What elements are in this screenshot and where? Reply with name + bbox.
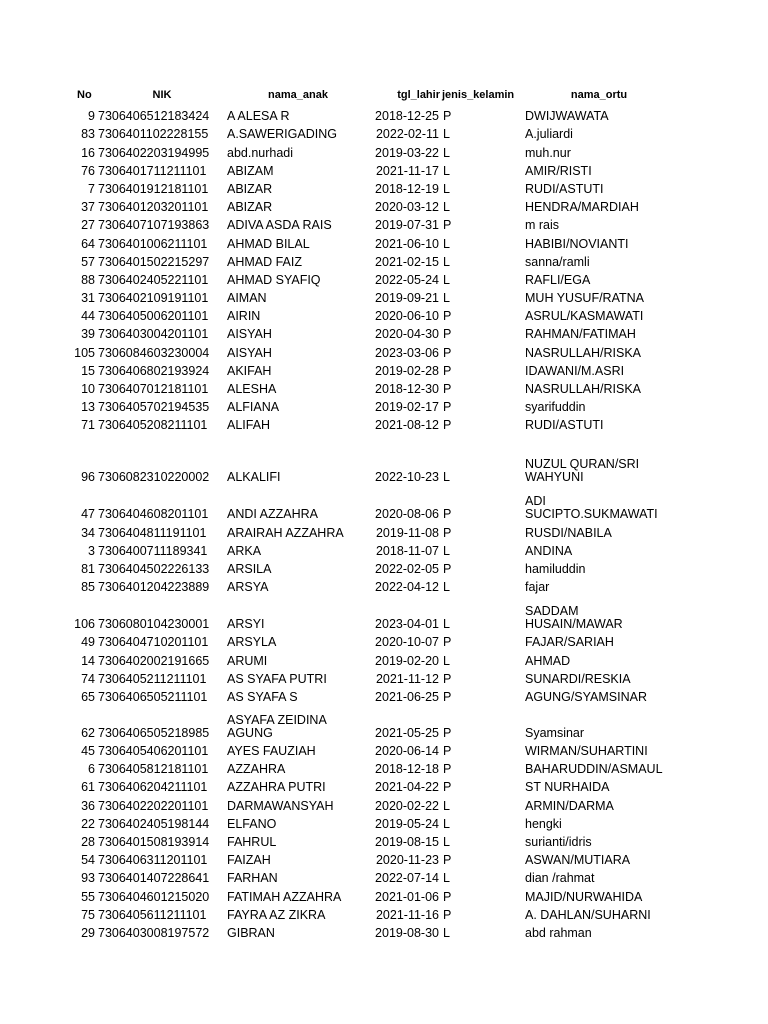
cell-jenis-kelamin: L bbox=[443, 127, 450, 142]
cell-nama-anak: A ALESA R bbox=[227, 109, 290, 124]
cell-nama-anak: FATIMAH AZZAHRA bbox=[227, 889, 342, 904]
cell-no: 27 bbox=[81, 218, 95, 233]
cell-tgl-lahir: 2022-02-11 bbox=[375, 127, 439, 142]
cell-nama-ortu: fajar bbox=[525, 580, 550, 595]
cell-tgl-lahir: 2023-04-01 bbox=[375, 617, 439, 632]
cell-nama-ortu: AMIR/RISTI bbox=[525, 163, 592, 178]
cell-nama-anak: FAIZAH bbox=[227, 853, 271, 868]
cell-jenis-kelamin: P bbox=[443, 400, 452, 415]
cell-jenis-kelamin: P bbox=[443, 671, 452, 686]
cell-nama-anak: AIRIN bbox=[227, 309, 261, 324]
cell-tgl-lahir: 2022-05-24 bbox=[375, 272, 439, 287]
cell-nama-anak: FAHRUL bbox=[227, 835, 277, 849]
cell-jenis-kelamin: P bbox=[443, 780, 452, 795]
table-row bbox=[58, 160, 674, 178]
cell-no: 75 bbox=[81, 907, 95, 922]
cell-no: 64 bbox=[81, 236, 95, 251]
cell-tgl-lahir: 2020-02-22 bbox=[375, 798, 439, 813]
cell-nik: 7306404811191101 bbox=[98, 525, 207, 540]
cell-nama-ortu: ST NURHAIDA bbox=[525, 780, 610, 795]
cell-nik: 7306405812181101 bbox=[98, 762, 209, 777]
cell-no: 6 bbox=[88, 762, 95, 777]
cell-nama-anak: FAYRA AZ ZIKRA bbox=[227, 907, 326, 922]
cell-tgl-lahir: 2018-12-25 bbox=[375, 109, 439, 124]
cell-nama-anak: AIMAN bbox=[227, 291, 267, 306]
table-row bbox=[58, 704, 674, 740]
cell-nama-ortu: ASWAN/MUTIARA bbox=[525, 853, 631, 868]
cell-nama-anak: AHMAD SYAFIQ bbox=[227, 272, 321, 287]
cell-nama-ortu: AHMAD bbox=[525, 653, 571, 668]
cell-nama-ortu: RAHMAN/FATIMAH bbox=[525, 327, 636, 342]
cell-no: 62 bbox=[81, 725, 95, 740]
cell-no: 83 bbox=[81, 127, 95, 142]
cell-nama-anak: A.SAWERIGADING bbox=[227, 127, 337, 142]
cell-nik: 7306402109191101 bbox=[98, 291, 209, 306]
cell-nama-ortu: SUNARDI/RESKIA bbox=[525, 671, 631, 686]
cell-jenis-kelamin: L bbox=[443, 871, 450, 886]
table-row bbox=[58, 885, 674, 903]
cell-no: 9 bbox=[88, 109, 95, 124]
cell-nik: 7306403004201101 bbox=[98, 327, 209, 342]
cell-jenis-kelamin: L bbox=[443, 200, 450, 215]
cell-jenis-kelamin: P bbox=[443, 345, 452, 360]
cell-no: 47 bbox=[81, 507, 95, 522]
cell-jenis-kelamin: P bbox=[443, 363, 452, 378]
table-row bbox=[58, 378, 674, 396]
cell-no: 105 bbox=[74, 345, 95, 360]
cell-no: 93 bbox=[81, 871, 95, 886]
table-row bbox=[58, 776, 674, 794]
cell-nama-ortu: AGUNG/SYAMSINAR bbox=[525, 689, 648, 704]
cell-nama-ortu: DWIJWAWATA bbox=[525, 109, 609, 124]
cell-no: 49 bbox=[81, 635, 95, 650]
cell-jenis-kelamin: P bbox=[443, 853, 452, 868]
cell-no: 57 bbox=[81, 254, 95, 269]
cell-nik: 7306401203201101 bbox=[98, 200, 209, 215]
cell-nama-ortu: RUSDI/NABILA bbox=[525, 525, 612, 540]
cell-no: 96 bbox=[81, 470, 95, 485]
cell-nik: 7306401502215297 bbox=[98, 254, 210, 269]
cell-tgl-lahir: 2020-03-12 bbox=[375, 200, 439, 215]
cell-nama-anak: AYES FAUZIAH bbox=[227, 744, 316, 759]
cell-tgl-lahir: 2021-11-16 bbox=[375, 907, 439, 922]
cell-no: 22 bbox=[81, 816, 95, 831]
cell-jenis-kelamin: P bbox=[443, 561, 452, 576]
cell-nama-ortu: m rais bbox=[525, 218, 560, 233]
cell-jenis-kelamin: P bbox=[443, 689, 452, 704]
cell-jenis-kelamin: L bbox=[443, 163, 450, 178]
table-row bbox=[58, 576, 674, 594]
cell-nik: 7306405006201101 bbox=[98, 309, 209, 324]
cell-no: 36 bbox=[81, 798, 95, 813]
children-data-table bbox=[58, 85, 674, 940]
cell-nama-ortu: RUDI/ASTUTI bbox=[525, 181, 604, 196]
cell-tgl-lahir: 2018-12-19 bbox=[375, 181, 439, 196]
cell-nik: 7306084603230004 bbox=[98, 345, 210, 360]
cell-nik: 7306404502226133 bbox=[98, 561, 210, 576]
header-jenis-kelamin: jenis_kelamin bbox=[442, 89, 515, 101]
cell-no: 14 bbox=[81, 653, 95, 668]
cell-jenis-kelamin: P bbox=[443, 525, 452, 540]
cell-tgl-lahir: 2018-12-18 bbox=[375, 762, 439, 777]
cell-nama-anak: ABIZAR bbox=[227, 200, 273, 215]
cell-tgl-lahir: 2019-07-31 bbox=[375, 218, 439, 233]
cell-jenis-kelamin: P bbox=[443, 507, 452, 522]
cell-nama-anak: ARSILA bbox=[227, 561, 272, 576]
cell-nama-anak: AS SYAFA PUTRI bbox=[227, 671, 327, 686]
cell-nama-ortu: FAJAR/SARIAH bbox=[525, 635, 614, 650]
cell-nik: 7306082310220002 bbox=[98, 470, 210, 485]
cell-nama-ortu: NASRULLAH/RISKA bbox=[525, 382, 642, 396]
cell-nama-anak: ABIZAR bbox=[227, 181, 273, 196]
cell-nama-ortu: NASRULLAH/RISKA bbox=[525, 345, 642, 360]
cell-nik: 7306406802193924 bbox=[98, 363, 210, 378]
cell-nik: 7306406204211101 bbox=[98, 780, 208, 795]
cell-nik: 7306405406201101 bbox=[98, 744, 209, 759]
cell-jenis-kelamin: P bbox=[443, 635, 452, 650]
cell-tgl-lahir: 2021-11-12 bbox=[375, 671, 439, 686]
cell-no: 76 bbox=[81, 163, 95, 178]
cell-nik: 7306407012181101 bbox=[98, 382, 209, 396]
table-row bbox=[58, 758, 674, 776]
cell-jenis-kelamin: L bbox=[443, 798, 450, 813]
table-row bbox=[58, 649, 674, 667]
cell-jenis-kelamin: P bbox=[443, 327, 452, 342]
table-row bbox=[58, 631, 674, 649]
cell-nama-ortu: HABIBI/NOVIANTI bbox=[525, 236, 629, 251]
cell-nama-anak: ARUMI bbox=[227, 653, 268, 668]
table-row bbox=[58, 287, 674, 305]
cell-tgl-lahir: 2020-10-07 bbox=[375, 635, 439, 650]
cell-tgl-lahir: 2019-05-24 bbox=[375, 816, 439, 831]
cell-tgl-lahir: 2023-03-06 bbox=[375, 345, 439, 360]
cell-nama-ortu: SADDAM HUSAIN/MAWAR bbox=[525, 604, 623, 632]
cell-no: 44 bbox=[81, 309, 95, 324]
cell-tgl-lahir: 2021-11-17 bbox=[375, 163, 439, 178]
table-row bbox=[58, 232, 674, 250]
header-nama-anak: nama_anak bbox=[268, 89, 328, 101]
cell-nik: 7306401204223889 bbox=[98, 580, 210, 595]
cell-jenis-kelamin: P bbox=[443, 725, 452, 740]
cell-tgl-lahir: 2021-01-06 bbox=[375, 889, 439, 904]
table-row bbox=[58, 558, 674, 576]
cell-nama-ortu: A.juliardi bbox=[525, 127, 573, 142]
cell-tgl-lahir: 2021-05-25 bbox=[375, 725, 439, 740]
cell-jenis-kelamin: L bbox=[443, 580, 450, 595]
table-row bbox=[58, 305, 674, 323]
cell-jenis-kelamin: P bbox=[443, 109, 452, 124]
cell-tgl-lahir: 2020-06-10 bbox=[375, 309, 439, 324]
cell-nama-anak: AZZAHRA bbox=[227, 762, 286, 777]
cell-nik: 7306406505218985 bbox=[98, 725, 210, 740]
table-row bbox=[58, 360, 674, 378]
cell-tgl-lahir: 2019-09-21 bbox=[375, 291, 439, 306]
cell-no: 61 bbox=[81, 780, 95, 795]
cell-tgl-lahir: 2021-06-10 bbox=[375, 236, 439, 251]
cell-tgl-lahir: 2022-10-23 bbox=[375, 470, 439, 485]
cell-tgl-lahir: 2021-08-12 bbox=[375, 418, 439, 433]
cell-jenis-kelamin: L bbox=[443, 254, 450, 269]
cell-jenis-kelamin: P bbox=[443, 889, 452, 904]
table-row bbox=[58, 214, 674, 232]
cell-nama-ortu: IDAWANI/M.ASRI bbox=[525, 363, 625, 378]
cell-nama-ortu: WIRMAN/SUHARTINI bbox=[525, 744, 648, 759]
header-tgl-lahir: tgl_lahir bbox=[397, 89, 440, 101]
cell-nama-ortu: A. DAHLAN/SUHARNI bbox=[525, 907, 651, 922]
table-row bbox=[58, 396, 674, 414]
cell-nik: 7306406311201101 bbox=[98, 853, 208, 868]
cell-no: 45 bbox=[81, 744, 95, 759]
cell-tgl-lahir: 2021-04-22 bbox=[375, 780, 439, 795]
cell-nama-ortu: MUH YUSUF/RATNA bbox=[525, 291, 644, 306]
table-row bbox=[58, 123, 674, 141]
table-row bbox=[58, 740, 674, 758]
cell-nama-ortu: hamiluddin bbox=[525, 561, 586, 576]
cell-nama-anak: DARMAWANSYAH bbox=[227, 798, 334, 813]
cell-no: 54 bbox=[81, 853, 95, 868]
table-row bbox=[58, 323, 674, 341]
cell-nik: 7306402002191665 bbox=[98, 653, 210, 668]
cell-nik: 7306405211211101 bbox=[98, 671, 207, 686]
cell-no: 106 bbox=[74, 617, 95, 632]
cell-no: 7 bbox=[88, 181, 95, 196]
cell-nik: 7306407107193863 bbox=[98, 218, 210, 233]
cell-tgl-lahir: 2019-11-08 bbox=[375, 525, 439, 540]
cell-nama-ortu: Syamsinar bbox=[525, 725, 585, 740]
cell-no: 16 bbox=[81, 145, 95, 160]
table-row bbox=[58, 521, 674, 539]
cell-tgl-lahir: 2019-02-20 bbox=[375, 653, 439, 668]
cell-nik: 7306401711211101 bbox=[98, 163, 207, 178]
table-row bbox=[58, 849, 674, 867]
cell-nama-anak: ASYAFA ZEIDINA AGUNG bbox=[227, 712, 327, 740]
cell-nama-ortu: ARMIN/DARMA bbox=[525, 798, 614, 813]
cell-nama-ortu: ASRUL/KASMAWATI bbox=[525, 309, 644, 324]
cell-jenis-kelamin: P bbox=[443, 744, 452, 759]
cell-no: 10 bbox=[81, 382, 95, 396]
cell-tgl-lahir: 2021-02-15 bbox=[375, 254, 439, 269]
cell-jenis-kelamin: P bbox=[443, 762, 452, 777]
cell-nik: 7306405702194535 bbox=[98, 400, 210, 415]
cell-nik: 7306403008197572 bbox=[98, 925, 210, 940]
cell-nama-ortu: hengki bbox=[525, 816, 562, 831]
table-row bbox=[58, 341, 674, 359]
table-row bbox=[58, 813, 674, 831]
cell-nama-anak: GIBRAN bbox=[227, 925, 275, 940]
cell-tgl-lahir: 2020-11-23 bbox=[375, 853, 439, 868]
cell-jenis-kelamin: L bbox=[443, 617, 450, 632]
cell-jenis-kelamin: P bbox=[443, 382, 452, 396]
table-row bbox=[58, 867, 674, 885]
cell-jenis-kelamin: L bbox=[443, 272, 450, 287]
table-row bbox=[58, 414, 674, 432]
cell-no: 15 bbox=[81, 363, 95, 378]
cell-nama-anak: abd.nurhadi bbox=[227, 145, 294, 160]
cell-tgl-lahir: 2018-11-07 bbox=[375, 543, 439, 558]
cell-no: 3 bbox=[88, 543, 95, 558]
cell-no: 39 bbox=[81, 327, 95, 342]
table-row bbox=[58, 540, 674, 558]
cell-no: 81 bbox=[81, 561, 95, 576]
cell-nama-anak: AHMAD FAIZ bbox=[227, 254, 303, 269]
cell-nik: 7306402203194995 bbox=[98, 145, 210, 160]
cell-nama-ortu: RUDI/ASTUTI bbox=[525, 418, 604, 433]
cell-nama-anak: ARKA bbox=[227, 543, 262, 558]
cell-tgl-lahir: 2019-08-30 bbox=[375, 925, 439, 940]
cell-nama-anak: AZZAHRA PUTRI bbox=[227, 780, 326, 795]
cell-jenis-kelamin: L bbox=[443, 816, 450, 831]
cell-tgl-lahir: 2022-04-12 bbox=[375, 580, 439, 595]
cell-nik: 7306405208211101 bbox=[98, 418, 208, 433]
table-row bbox=[58, 922, 674, 940]
table-row bbox=[58, 196, 674, 214]
cell-jenis-kelamin: L bbox=[443, 181, 450, 196]
cell-nama-anak: AISYAH bbox=[227, 327, 272, 342]
cell-jenis-kelamin: P bbox=[443, 309, 452, 324]
cell-nama-ortu: HENDRA/MARDIAH bbox=[525, 200, 639, 215]
cell-nik: 7306402405221101 bbox=[98, 272, 209, 287]
cell-nama-ortu: NUZUL QURAN/SRI WAHYUNI bbox=[525, 457, 640, 485]
cell-no: 37 bbox=[81, 200, 95, 215]
cell-no: 85 bbox=[81, 580, 95, 595]
cell-tgl-lahir: 2022-07-14 bbox=[375, 871, 439, 886]
cell-jenis-kelamin: L bbox=[443, 145, 450, 160]
cell-nik: 7306080104230001 bbox=[98, 617, 210, 632]
cell-nik: 7306404710201101 bbox=[98, 635, 209, 650]
cell-nama-anak: ALFIANA bbox=[227, 400, 280, 415]
cell-nama-anak: AS SYAFA S bbox=[227, 689, 298, 704]
cell-nik: 7306400711189341 bbox=[98, 543, 208, 558]
cell-tgl-lahir: 2019-08-15 bbox=[375, 835, 439, 849]
cell-nik: 7306401407228641 bbox=[98, 871, 210, 886]
cell-nik: 7306401102228155 bbox=[98, 127, 209, 142]
cell-tgl-lahir: 2022-02-05 bbox=[375, 561, 439, 576]
cell-jenis-kelamin: L bbox=[443, 291, 450, 306]
cell-nik: 7306401508193914 bbox=[98, 835, 210, 849]
cell-jenis-kelamin: P bbox=[443, 218, 452, 233]
cell-tgl-lahir: 2020-06-14 bbox=[375, 744, 439, 759]
cell-tgl-lahir: 2018-12-30 bbox=[375, 382, 439, 396]
cell-tgl-lahir: 2019-03-22 bbox=[375, 145, 439, 160]
cell-nama-anak: ALESHA bbox=[227, 382, 277, 396]
header-nik: NIK bbox=[152, 89, 172, 101]
cell-nik: 7306402202201101 bbox=[98, 798, 209, 813]
table-row bbox=[58, 794, 674, 812]
cell-nama-ortu: dian /rahmat bbox=[525, 871, 595, 886]
cell-nik: 7306401912181101 bbox=[98, 181, 209, 196]
cell-no: 88 bbox=[81, 272, 95, 287]
table-row bbox=[58, 686, 674, 704]
table-row bbox=[58, 594, 674, 631]
cell-jenis-kelamin: L bbox=[443, 236, 450, 251]
cell-nik: 7306406512183424 bbox=[98, 109, 210, 124]
cell-tgl-lahir: 2020-08-06 bbox=[375, 507, 439, 522]
cell-nama-anak: ARSYI bbox=[227, 617, 265, 632]
cell-no: 31 bbox=[81, 291, 95, 306]
cell-jenis-kelamin: L bbox=[443, 470, 450, 485]
cell-no: 29 bbox=[81, 925, 95, 940]
cell-nik: 7306404601215020 bbox=[98, 889, 210, 904]
cell-nama-anak: FARHAN bbox=[227, 871, 278, 886]
table-row bbox=[58, 251, 674, 269]
cell-nama-ortu: muh.nur bbox=[525, 145, 571, 160]
cell-nama-ortu: MAJID/NURWAHIDA bbox=[525, 889, 643, 904]
cell-nama-anak: ALKALIFI bbox=[227, 470, 281, 485]
table-header-row bbox=[58, 85, 674, 105]
cell-nama-anak: ADIVA ASDA RAIS bbox=[227, 218, 332, 233]
cell-nama-ortu: ADI SUCIPTO.SUKMAWATI bbox=[525, 494, 658, 522]
cell-nik: 7306402405198144 bbox=[98, 816, 210, 831]
cell-nama-ortu: syarifuddin bbox=[525, 400, 586, 415]
cell-jenis-kelamin: L bbox=[443, 835, 450, 849]
cell-tgl-lahir: 2019-02-28 bbox=[375, 363, 439, 378]
table-row bbox=[58, 269, 674, 287]
cell-jenis-kelamin: L bbox=[443, 543, 450, 558]
cell-jenis-kelamin: P bbox=[443, 418, 452, 433]
table-row bbox=[58, 432, 674, 484]
cell-tgl-lahir: 2021-06-25 bbox=[375, 689, 439, 704]
cell-nama-anak: ABIZAM bbox=[227, 163, 274, 178]
cell-jenis-kelamin: L bbox=[443, 925, 450, 940]
table-row bbox=[58, 484, 674, 521]
cell-tgl-lahir: 2019-02-17 bbox=[375, 400, 439, 415]
table-row bbox=[58, 178, 674, 196]
cell-nama-ortu: sanna/ramli bbox=[525, 254, 590, 269]
cell-nama-anak: AISYAH bbox=[227, 345, 272, 360]
cell-nama-anak: ANDI AZZAHRA bbox=[227, 507, 318, 522]
table-row bbox=[58, 141, 674, 159]
cell-nik: 7306404608201101 bbox=[98, 507, 209, 522]
cell-nama-anak: ARSYLA bbox=[227, 635, 277, 650]
cell-nama-ortu: surianti/idris bbox=[525, 835, 592, 849]
cell-jenis-kelamin: L bbox=[443, 653, 450, 668]
cell-no: 34 bbox=[81, 525, 95, 540]
table-row bbox=[58, 904, 674, 922]
cell-nama-ortu: RAFLI/EGA bbox=[525, 272, 591, 287]
cell-nama-anak: ARSYA bbox=[227, 580, 269, 595]
cell-no: 28 bbox=[81, 835, 95, 849]
cell-nama-anak: ARAIRAH AZZAHRA bbox=[227, 525, 344, 540]
cell-nik: 7306405611211101 bbox=[98, 907, 207, 922]
cell-no: 13 bbox=[81, 400, 95, 415]
cell-nama-ortu: ANDINA bbox=[525, 543, 573, 558]
cell-no: 71 bbox=[81, 418, 95, 433]
cell-no: 55 bbox=[81, 889, 95, 904]
cell-nama-anak: ALIFAH bbox=[227, 418, 271, 433]
header-no: No bbox=[77, 89, 92, 101]
cell-nama-anak: AKIFAH bbox=[227, 363, 272, 378]
cell-nik: 7306406505211101 bbox=[98, 689, 208, 704]
cell-nik: 7306401006211101 bbox=[98, 236, 208, 251]
cell-no: 65 bbox=[81, 689, 95, 704]
cell-tgl-lahir: 2020-04-30 bbox=[375, 327, 439, 342]
table-row bbox=[58, 831, 674, 849]
cell-jenis-kelamin: P bbox=[443, 907, 452, 922]
cell-nama-anak: AHMAD BILAL bbox=[227, 236, 310, 251]
cell-nama-ortu: abd rahman bbox=[525, 925, 592, 940]
header-nama-ortu: nama_ortu bbox=[570, 89, 628, 101]
cell-nama-ortu: BAHARUDDIN/ASMAUL bbox=[525, 762, 663, 777]
table-row bbox=[58, 668, 674, 686]
cell-no: 74 bbox=[81, 671, 95, 686]
cell-nama-anak: ELFANO bbox=[227, 816, 277, 831]
table-row bbox=[58, 105, 674, 123]
